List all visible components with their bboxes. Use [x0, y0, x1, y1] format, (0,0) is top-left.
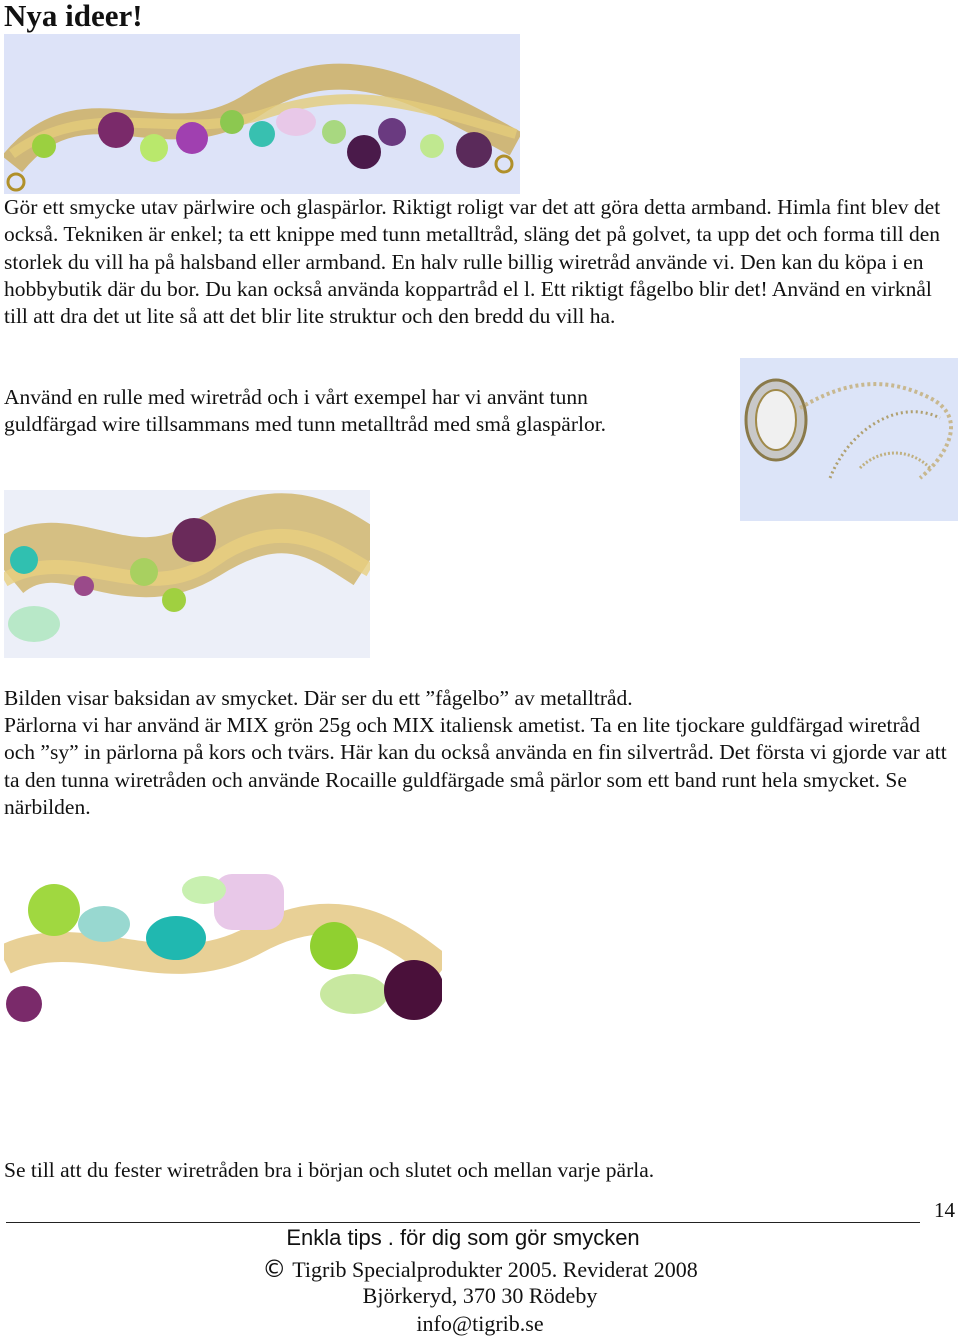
footer-email[interactable]: info@tigrib.se: [416, 1311, 544, 1336]
wire-spool-photo: [740, 358, 958, 521]
nest-back-photo: [4, 490, 370, 658]
footer-address: Björkeryd, 370 30 Rödeby: [362, 1283, 598, 1308]
intro-paragraph: Gör ett smycke utav pärlwire och glaspärlor. Riktigt roligt var det att göra detta armband. Himla fint blev det också. Tekniken är enkel; ta ett knippe med tunn metalltråd, släng det på golvet, ta upp det och forma till den storlek du vill ha på halsband eller armband. En halv rulle billig wiretråd använde vi. Den kan du köpa i en hobbybutik där du bor. Du kan också använda koppartråd el l. Ett riktigt fågelbo blir det! Använd en virknål till att dra det ut lite så att det blir lite struktur och den bredd du vill ha.: [4, 195, 941, 329]
back-paragraph-line1: Bilden visar baksidan av smycket. Där ser du ett ”fågelbo” av metalltråd.: [4, 686, 633, 710]
closing-paragraph: Se till att du fester wiretråden bra i början och slutet och mellan varje pärla.: [4, 1158, 655, 1182]
footer-copyright: [0, 1255, 960, 1283]
page-number: 14: [934, 1198, 955, 1222]
page-title: Nya ideer!: [4, 0, 143, 33]
copyright-icon: ©: [262, 1255, 287, 1283]
bracelet-photo: [4, 34, 520, 194]
closeup-photo: [4, 850, 442, 1076]
footer-tagline: Enkla tips . för dig som gör smycken: [286, 1225, 640, 1250]
footer-company: Tigrib Specialprodukter 2005. Reviderat 2008: [292, 1257, 698, 1282]
footer-divider: [6, 1222, 920, 1223]
wire-paragraph: Använd en rulle med wiretråd och i vårt exempel har vi använt tunn guldfärgad wire tillsammans med tunn metalltråd med små glaspärlor.: [4, 385, 607, 437]
beads-paragraph: Pärlorna vi har använd är MIX grön 25g och MIX italiensk ametist. Ta en lite tjockare guldfärgad wiretråd och ”sy” in pärlorna på kors och tvärs. Här kan du också använda en fin silvertråd. Det första vi gjorde var att ta den tunna wiretråden och använde Rocaille guldfärgade små pärlor som ett band runt hela smycket. Se närbilden.: [4, 713, 947, 819]
